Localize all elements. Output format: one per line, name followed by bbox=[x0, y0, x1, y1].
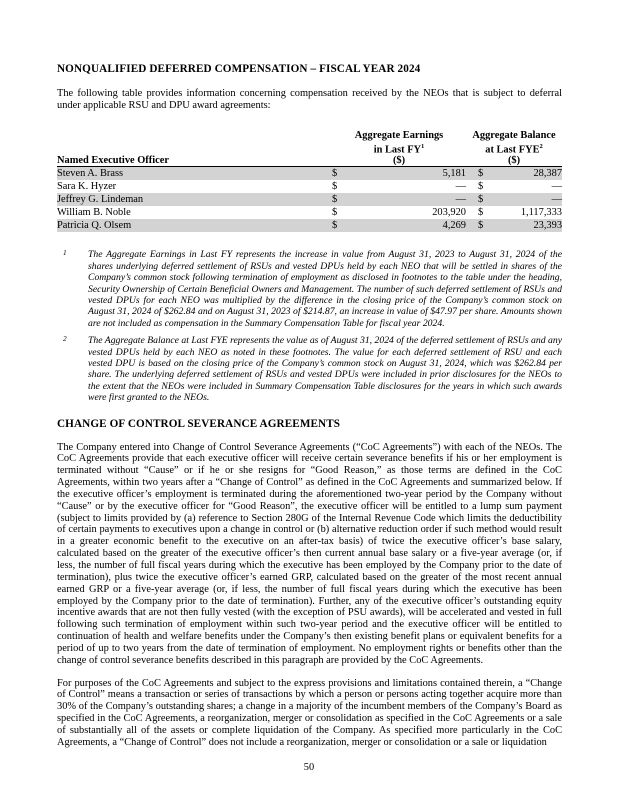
column-header-aggregate-balance bbox=[466, 130, 562, 167]
balance-header-line2: at Last FYE bbox=[485, 144, 540, 156]
table-row bbox=[57, 206, 562, 219]
dollar-sign: $ bbox=[332, 180, 338, 192]
table-row bbox=[57, 167, 562, 181]
neo-name: Steven A. Brass bbox=[57, 167, 124, 179]
dollar-sign: $ bbox=[332, 219, 338, 231]
footnotes-section bbox=[57, 249, 562, 403]
intro-paragraph: The following table provides information concerning compensation received by the NEOs that is subject to deferral under applicable RSU and DPU award agreements: bbox=[57, 88, 562, 111]
footnote-2 bbox=[57, 335, 562, 403]
balance-value: 28,387 bbox=[533, 167, 563, 179]
neo-name: William B. Noble bbox=[57, 206, 131, 218]
dollar-sign: $ bbox=[478, 180, 484, 192]
earnings-value: 203,920 bbox=[432, 206, 467, 218]
footnote-ref-1: 1 bbox=[421, 142, 425, 150]
footnote-text: The Aggregate Earnings in Last FY represents the increase in value from August 31, 2023 to August 31, 2024 of the shares underlying deferred settlement of RSUs and vested DPUs held by each NEO that will be settled in shares of the Company’s common stock following termination of employment as disclosed in footnotes to the table under the heading, Security Ownership of Certain Beneficial Owners and Management. The number of such deferred settlement of RSUs and vested DPUs for each NEO was multiplied by the difference in the closing price of the Company’s common stock on August 31, 2024 of $262.84 and on August 31, 2023 of $214.87, an increase in value of $47.97 per share. Amounts shown are not included as compensation in the Summary Compensation Table for fiscal year 2024. bbox=[88, 249, 562, 329]
footnote-marker: 1 bbox=[63, 248, 67, 258]
page-content bbox=[57, 0, 562, 749]
table-row bbox=[57, 193, 562, 206]
dollar-sign: $ bbox=[332, 167, 338, 179]
balance-header-line1: Aggregate Balance bbox=[472, 129, 556, 141]
page-number: 50 bbox=[303, 762, 315, 773]
earnings-value: 4,269 bbox=[442, 219, 467, 231]
column-header-aggregate-earnings bbox=[332, 130, 466, 167]
earnings-value: — bbox=[455, 193, 467, 205]
section-title-change-of-control: CHANGE OF CONTROL SEVERANCE AGREEMENTS bbox=[57, 417, 341, 430]
neo-name: Jeffrey G. Lindeman bbox=[57, 193, 144, 205]
column-header-named-executive-officer: Named Executive Officer bbox=[57, 130, 332, 167]
dollar-sign: $ bbox=[478, 193, 484, 205]
balance-value: 1,117,333 bbox=[520, 206, 563, 218]
footnote-text: The Aggregate Balance at Last FYE represents the value as of August 31, 2024 of the deferred settlement of RSUs and any vested DPUs held by each NEO as noted in these footnotes. The value for each deferred settlement of RSU and each vested DPU is based on the closing price of the Company’s common stock on August 31, 2024, which was $262.84 per share. The underlying deferred settlement of RSUs and vested DPUs were included in prior disclosures for the NEOs to the extent that the NEOs were included in Summary Compensation Table disclosures for the years in which such awards were first granted to the NEOs. bbox=[88, 335, 562, 404]
balance-value: — bbox=[551, 180, 563, 192]
balance-header-unit: ($) bbox=[507, 155, 521, 167]
table-header-row bbox=[57, 130, 562, 167]
dollar-sign: $ bbox=[332, 206, 338, 218]
earnings-header-line2: in Last FY bbox=[373, 144, 422, 156]
footnote-marker: 2 bbox=[63, 334, 67, 344]
section-title-nonqualified-deferred-compensation: NONQUALIFIED DEFERRED COMPENSATION – FISCAL YEAR 2024 bbox=[57, 63, 421, 75]
balance-value: — bbox=[551, 193, 563, 205]
footnote-ref-2: 2 bbox=[539, 142, 543, 150]
earnings-value: 5,181 bbox=[442, 167, 467, 179]
neo-name: Patricia Q. Olsem bbox=[57, 219, 132, 231]
table-row bbox=[57, 180, 562, 193]
coc-paragraph-1: The Company entered into Change of Control Severance Agreements (“CoC Agreements”) with each of the NEOs. The CoC Agreements provide that each executive officer will receive certain severance benefits if his or her employment is terminated without “Cause” or if he or she resigns for “Good Reason,” as those terms are defined in the CoC Agreements, within two years after a “Change of Control” as defined in the CoC Agreements and summarized below. If the executive officer’s employment is terminated during the aforementioned two-year period by the Company without “Cause” or by the executive officer for “Good Reason”, the executive officer will be entitled to a lump sum payment (subject to limits provided by (a) reference to Section 280G of the Internal Revenue Code which limits the deductibility of certain payments to executives upon a change in control or (b) alternative reduction order if such method would result in a greater economic benefit to the executive on an after-tax basis) of twice the executive officer’s base salary, calculated based on the greater of the executive officer’s then current annual base salary or a five-year average (or, if less, the number of full fiscal years during which the executive has been employed by the Company prior to the date of termination), plus twice the executive officer’s earned GRP, calculated based on the greater of the most recent annual earned GRP or a five-year average (or, if less, the number of full fiscal years during which the executive has been employed by the Company prior to the date of termination). Further, any of the executive officer’s outstanding equity incentive awards that are not then fully vested (with the exception of PSU awards), will be accelerated and vested in full following such termination of employment within such two-year period and the executive officer will be entitled to continuation of health and welfare benefits under the Company’s then existing benefit plans or equivalent benefits for a period of up to two years from the date of termination of employment. No employment rights or benefits other than the change of control severance benefits described in this paragraph are provided by the CoC Agreements. bbox=[57, 441, 562, 666]
earnings-header-line1: Aggregate Earnings bbox=[354, 129, 444, 141]
footnote-1 bbox=[57, 249, 562, 329]
dollar-sign: $ bbox=[478, 219, 484, 231]
neo-name: Sara K. Hyzer bbox=[57, 180, 117, 192]
earnings-value: — bbox=[455, 180, 467, 192]
dollar-sign: $ bbox=[332, 193, 338, 205]
earnings-header-unit: ($) bbox=[392, 155, 406, 167]
coc-paragraph-2: For purposes of the CoC Agreements and subject to the express provisions and limitations contained therein, a “Change of Control” means a transaction or series of transactions by which a person or persons acting together acquire more than 30% of the Company’s outstanding shares; a change in a majority of the incumbent members of the Company’s Board as specified in the CoC Agreements, a reorganization, merger or consolidation as specified in the CoC Agreements or a sale of substantially all of the assets or complete liquidation of the Company. As specified more particularly in the CoC Agreements, a “Change of Control” does not include a reorganization, merger or consolidation or a sale or liquidation bbox=[57, 677, 562, 748]
dollar-sign: $ bbox=[478, 167, 484, 179]
table-row bbox=[57, 219, 562, 232]
balance-value: 23,393 bbox=[533, 219, 563, 231]
dollar-sign: $ bbox=[478, 206, 484, 218]
deferred-compensation-table bbox=[57, 130, 562, 232]
